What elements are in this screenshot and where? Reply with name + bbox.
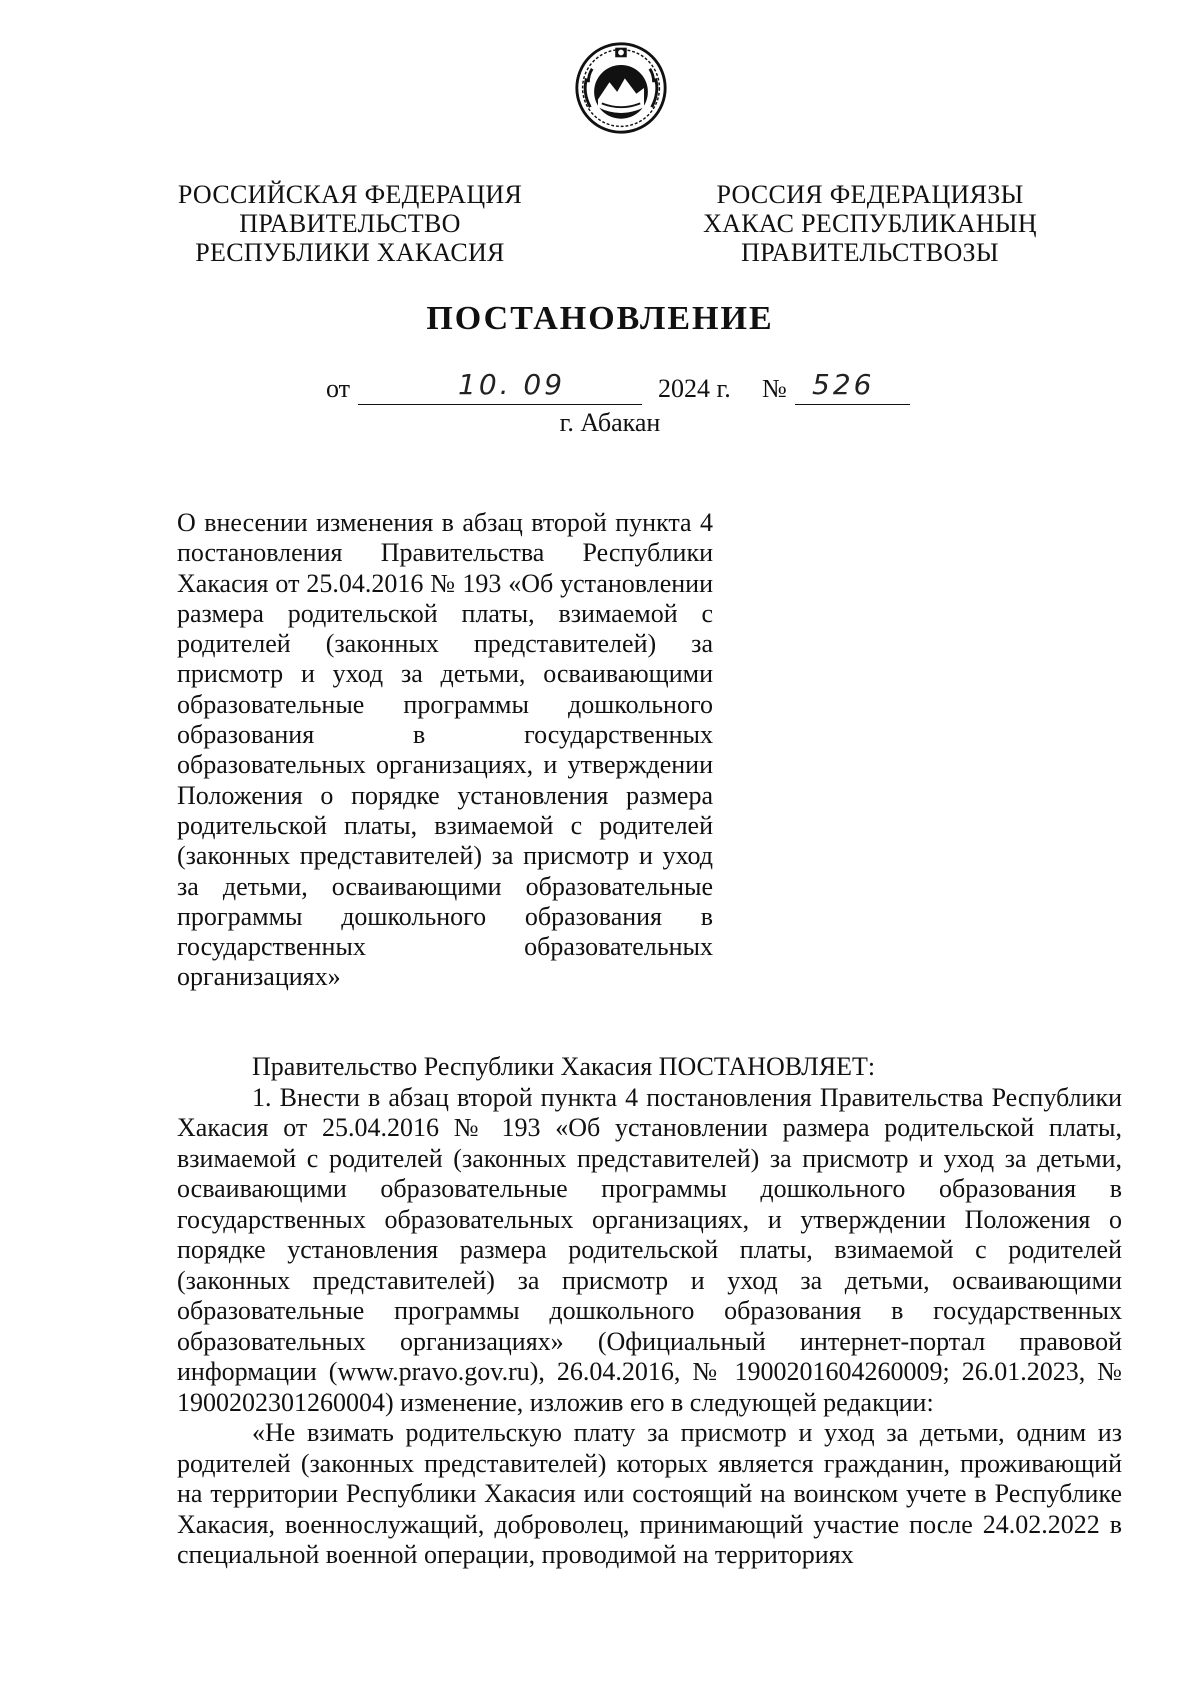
- header-right-line-3: ПРАВИТЕЛЬСТВОЗЫ: [741, 238, 999, 267]
- handwritten-date: 10. 09: [458, 368, 566, 401]
- header-left-line-1: РОССИЙСКАЯ ФЕДЕРАЦИЯ: [177, 180, 523, 209]
- item-1-paragraph: 1. Внести в абзац второй пункта 4 постановления Правительства Республики Хакасия от 25.04.2016 № 193 «Об установлении размера родительской платы, взимаемой с родителей (законных представителей) за присмотр и уход за детьми, осваивающими образовательные программы дошкольного образования в государственных образовательных организациях, и утверждении Положения о порядке установления размера родительской платы, взимаемой с родителей (законных представителей) за присмотр и уход за детьми, осваивающими образовательные программы дошкольного образования в государственных образовательных организациях» (Официальный интернет-портал правовой информации (www.pravo.gov.ru), 26.04.2016, № 1900201604260009; 26.01.2023, № 1900202301260004) изменение, изложив его в следующей редакции:: [177, 1082, 1122, 1417]
- document-subject: О внесении изменения в абзац второй пункта 4 постановления Правительства Республики Хакасия от 25.04.2016 № 193 «Об установлении размера родительской платы, взимаемой с родителей (законных представителей) за присмотр и уход за детьми, осваивающими образовательные программы дошкольного образования в государственных образовательных организациях, и утверждении Положения о порядке установления размера родительской платы, взимаемой с родителей (законных представителей) за присмотр и уход за детьми, осваивающими образовательные программы дошкольного образования в государственных образовательных организациях»: [177, 508, 713, 992]
- header-left-line-3: РЕСПУБЛИКИ ХАКАСИЯ: [195, 238, 505, 267]
- preamble-paragraph: Правительство Республики Хакасия ПОСТАНОВЛЯЕТ:: [252, 1052, 876, 1081]
- document-body: [177, 1052, 1122, 1571]
- header-left: [160, 180, 540, 267]
- quoted-paragraph: «Не взимать родительскую плату за присмотр и уход за детьми, одним из родителей (законных представителей) которых является гражданин, проживающий на территории Республики Хакасия или состоящий на воинском учете в Республике Хакасия, военнослужащий, доброволец, принимающий участие после 24.02.2022 в специальной военной операции, проводимой на территориях: [177, 1418, 1122, 1569]
- year-label: 2024 г.: [658, 374, 731, 403]
- header-left-line-2: ПРАВИТЕЛЬСТВО: [239, 209, 461, 238]
- header-right-line-1: РОССИЯ ФЕДЕРАЦИЯЗЫ: [716, 180, 1024, 209]
- handwritten-number: 526: [812, 368, 875, 401]
- date-number-line: [0, 368, 1200, 408]
- number-label: №: [762, 374, 787, 403]
- coat-of-arms-emblem: [573, 40, 669, 136]
- date-underline: [358, 404, 642, 405]
- city-label: г. Абакан: [559, 408, 661, 437]
- header-right-line-2: ХАКАС РЕСПУБЛИКАНЫҢ: [703, 209, 1037, 238]
- from-label: от: [326, 374, 351, 403]
- document-type-title: ПОСТАНОВЛЕНИЕ: [426, 300, 774, 337]
- number-underline: [795, 404, 910, 405]
- header-right: [680, 180, 1060, 267]
